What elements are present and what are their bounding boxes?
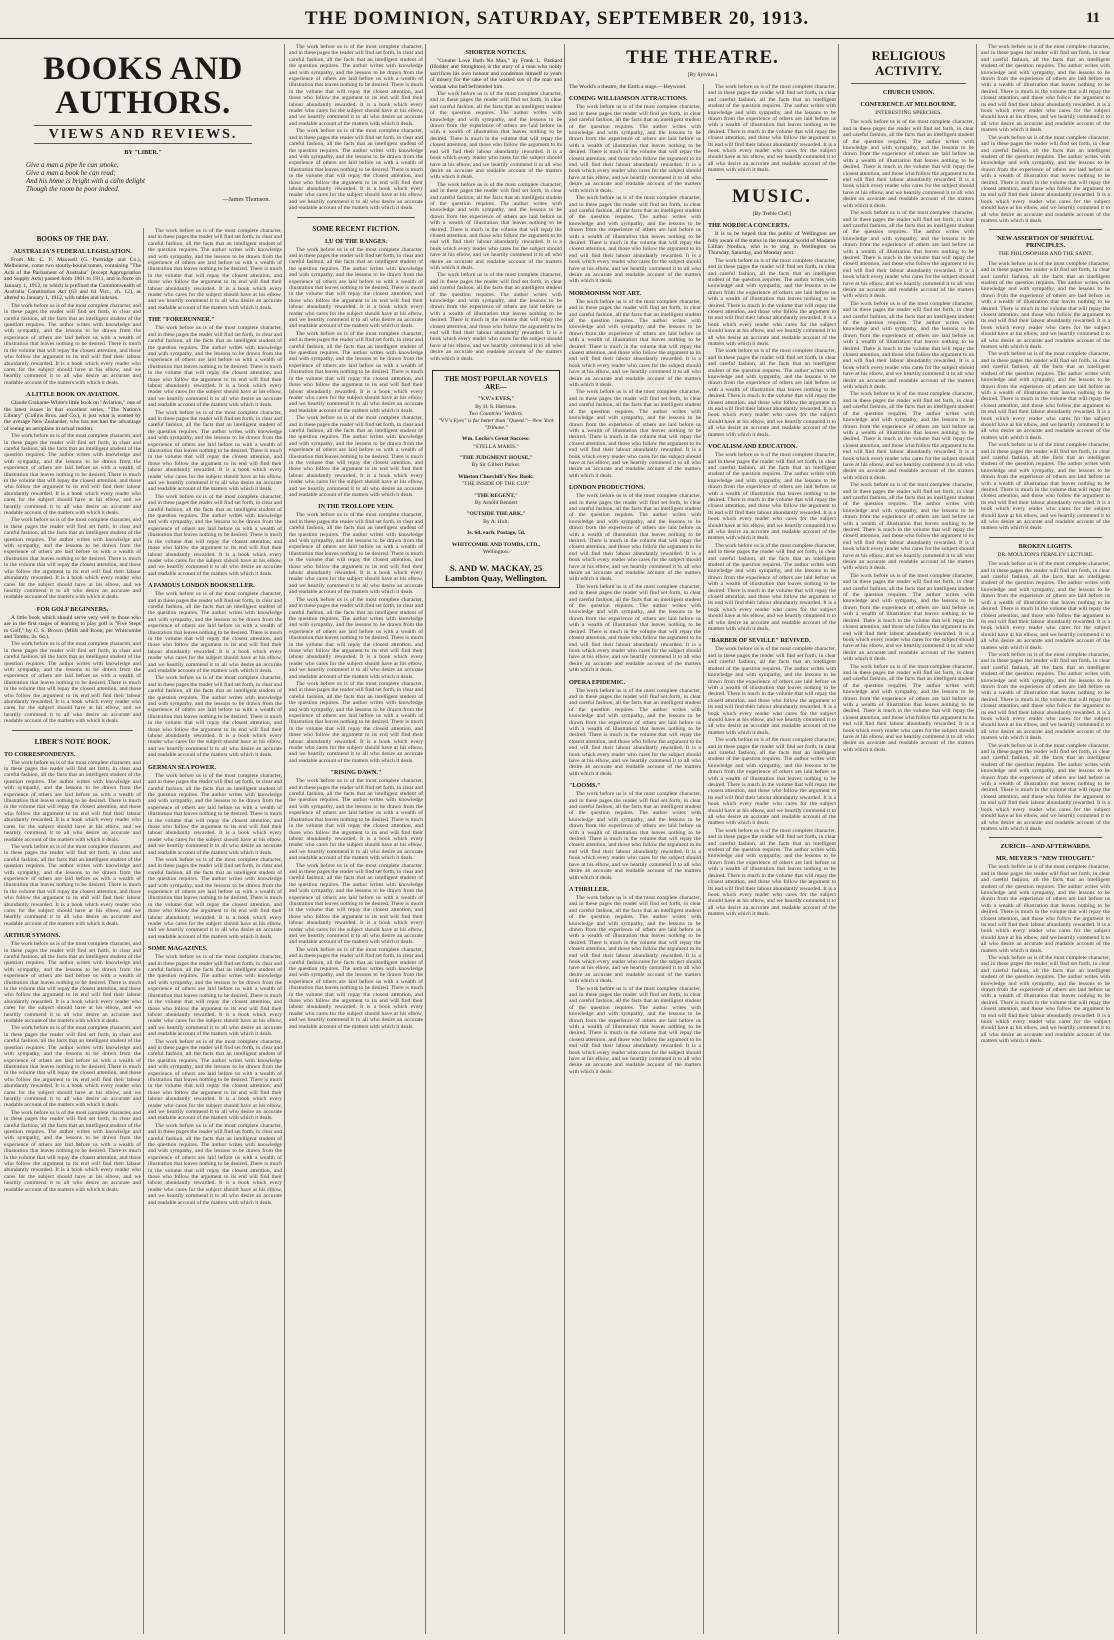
notebook-heading: LIBER'S NOTE BOOK. [34, 737, 111, 746]
body-paragraph: The work before us is of the most complete character, and in these pages the reader will find set forth, in clear and careful fashion, all the facts that an intelligent student of the question requires. The author writes with knowledge and with sympathy, and the lessons to be drawn from the experience of others are laid before us with a wealth of illustration that leaves nothing to be desired. There is much in the volume that will repay the closest attention, and those who follow the argument to its end will find their labour abundantly rewarded. It is a book which every reader who cares for the subject should have at his elbow, and we heartily commend it to all who desire an accurate and readable account of the matters with which it deals. [148, 493, 282, 577]
church-union-heading: CHURCH UNION. [882, 89, 935, 96]
advert-book-title: "STELLA MARIS." [473, 443, 519, 450]
books-byline: BY "LIBER." [124, 149, 162, 157]
symons-heading: ARTHUR SYMONS. [4, 932, 61, 940]
body-paragraph: The work before us is of the most complete character, and in these pages the reader will find set forth, in clear and careful fashion, all the facts that an intelligent student of the question requires. The author writes with knowledge and with sympathy, and the lessons to be drawn from the experience of others are laid before us with a wealth of illustration that leaves nothing to be desired. There is much in the volume that will repay the closest attention, and those who follow the argument to its end will find their labour abundantly rewarded. It is a book which every reader who cares for the subject should have at his elbow, and we heartily commend it to all who desire an accurate and readable account of the matters with which it deals. [4, 1109, 141, 1193]
body-paragraph: The work before us is of the most complete character, and in these pages the reader will find set forth, in clear and careful fashion, all the facts that an intelligent student of the question requires. The author writes with knowledge and with sympathy, and the lessons to be drawn from the experience of others are laid before us with a wealth of illustration that leaves nothing to be desired. There is much in the volume that will repay the closest attention, and those who follow the argument to its end will find their labour abundantly rewarded. It is a book which every reader who cares for the subject should have at his elbow, and we heartily commend it to all who desire an accurate and readable account of the matters with which it deals. [708, 542, 836, 633]
correspondents-heading: TO CORRESPONDENTS. [4, 750, 76, 758]
poem-line: Give a man a book he can read; [26, 168, 116, 177]
aviation-paragraph: Claude Grahame-White's little book on "Aviation," one of the latest issues in that excellent series, "The Nation's Library" (Collins Bros. and Co.), is just what is wanted by the average New Zealander, who has not had the advantage of seeing an aeroplane in actual motion. [4, 400, 141, 432]
advert-book-author: By H. S. Harrison. [475, 403, 517, 410]
body-paragraph: The work before us is of the most complete character, and in these pages the reader will find set forth, in clear and careful fashion, all the facts that an intelligent student of the question requires. The author writes with knowledge and with sympathy, and the lessons to be drawn from the experience of others are laid before us with a wealth of illustration that leaves nothing to be desired. There is much in the volume that will repay the closest attention, and those who follow the argument to its end will find their labour abundantly rewarded. It is a book which every reader who cares for the subject should have at his elbow, and we heartily commend it to all who desire an accurate and readable account of the matters with which it deals. [843, 210, 974, 300]
body-paragraph: The work before us is of the most complete character, and in these pages the reader will find set forth, in clear and careful fashion, all the facts that an intelligent student of the question requires. The author writes with knowledge and with sympathy, and the lessons to be drawn from the experience of others are laid before us with a wealth of illustration that leaves nothing to be desired. There is much in the volume that will repay the closest attention, and those who follow the argument to its end will find their labour abundantly rewarded. It is a book which every reader who cares for the subject should have at his elbow, and we heartily commend it to all who desire an accurate and readable account of the matters with which it deals. [289, 330, 423, 414]
body-paragraph: The work before us is of the most complete character, and in these pages the reader will find set forth, in clear and careful fashion, all the facts that an intelligent student of the question requires. The author writes with knowledge and with sympathy, and the lessons to be drawn from the experience of others are laid before us with a wealth of illustration that leaves nothing to be desired. There is much in the volume that will repay the closest attention, and those who follow the argument to its end will find their labour abundantly rewarded. It is a book which every reader who cares for the subject should have at his elbow, and we heartily commend it to all who desire an accurate and readable account of the matters with which it deals. [569, 985, 701, 1075]
body-paragraph: The work before us is of the most complete character, and in these pages the reader will find set forth, in clear and careful fashion, all the facts that an intelligent student of the question requires. The author writes with knowledge and with sympathy, and the lessons to be drawn from the experience of others are laid before us with a wealth of illustration that leaves nothing to be desired. There is much in the volume that will repay the closest attention, and those who follow the argument to its end will find their labour abundantly rewarded. It is a book which every reader who cares for the subject should have at his elbow, and we heartily commend it to all who desire an accurate and readable account of the matters with which it deals. [289, 946, 423, 1030]
body-paragraph: The work before us is of the most complete character, and in these pages the reader will find set forth, in clear and careful fashion, all the facts that an intelligent student of the question requires. The author writes with knowledge and with sympathy, and the lessons to be drawn from the experience of others are laid before us with a wealth of illustration that leaves nothing to be desired. There is much in the volume that will repay the closest attention, and those who follow the argument to its end will find their labour abundantly rewarded. It is a book which every reader who cares for the subject should have at his elbow, and we heartily commend it to all who desire an accurate and readable account of the matters with which it deals. [843, 482, 974, 572]
divider [989, 537, 1102, 538]
golf-heading: FOR GOLF BEGINNERS. [36, 605, 109, 613]
body-paragraph: The work before us is of the most complete character, and in these pages the reader will find set forth, in clear and careful fashion, all the facts that an intelligent student of the question requires. The author writes with knowledge and with sympathy, and the lessons to be drawn from the experience of others are laid before us with a wealth of illustration that leaves nothing to be desired. There is much in the volume that will repay the closest attention, and those who follow the argument to its end will find their labour abundantly rewarded. It is a book which every reader who cares for the subject should have at his elbow, and we heartily commend it to all who desire an accurate and readable account of the matters with which it deals. [981, 260, 1110, 351]
body-paragraph: The work before us is of the most complete character, and in these pages the reader will find set forth, in clear and careful fashion, all the facts that an intelligent student of the question requires. The author writes with knowledge and with sympathy, and the lessons to be drawn from the experience of others are laid before us with a wealth of illustration that leaves nothing to be desired. There is much in the volume that will repay the closest attention, and those who follow the argument to its end will find their labour abundantly rewarded. It is a book which every reader who cares for the subject should have at his elbow, and we heartily commend it to all who desire an accurate and readable account of the matters with which it deals. [708, 827, 836, 918]
zurich-heading: ZURICH—AND AFTERWARDS. [1000, 843, 1091, 851]
rising-dawn-heading: "RISING DAWN." [330, 769, 382, 777]
column-4 [425, 44, 562, 1634]
spiritual-heading: NEW ASSERTION OF SPIRITUAL PRINCIPLES. [997, 235, 1094, 250]
column-3 [284, 44, 423, 1634]
philosopher-heading: THE PHILOSOPHER AND THE SAINT. [998, 251, 1093, 258]
moulton-heading: DR. MOULTON'S FERNLEY LECTURE. [997, 551, 1094, 558]
theatre-heading: THE THEATRE. [626, 47, 779, 68]
books-heading: BOOKS AND AUTHORS. [43, 51, 243, 121]
body-paragraph: The work before us is of the most complete character, and in these pages the reader will find set forth, in clear and careful fashion, all the facts that an intelligent student of the question requires. The author writes with knowledge and with sympathy, and the lessons to be drawn from the experience of others are laid before us with a wealth of illustration that leaves nothing to be desired. There is much in the volume that will repay the closest attention, and those who follow the argument to its end will find their labour abundantly rewarded. It is a book which every reader who cares for the subject should have at his elbow, and we heartily commend it to all who desire an accurate and readable account of the matters with which it deals. [430, 91, 562, 181]
column-2 [143, 228, 282, 1634]
body-paragraph: The work before us is of the most complete character, and in these pages the reader will find set forth, in clear and careful fashion, all the facts that an intelligent student of the question requires. The author writes with knowledge and with sympathy, and the lessons to be drawn from the experience of others are laid before us with a wealth of illustration that leaves nothing to be desired. There is much in the volume that will repay the closest attention, and those who follow the argument to its end will find their labour abundantly rewarded. It is a book which every reader who cares for the subject should have at his elbow, and we heartily commend it to all who desire an accurate and readable account of the matters with which it deals. [708, 348, 836, 438]
body-paragraph: The work before us is of the most complete character, and in these pages the reader will find set forth, in clear and careful fashion, all the facts that an intelligent student of the question requires. The author writes with knowledge and with sympathy, and the lessons to be drawn from the experience of others are laid before us with a wealth of illustration that leaves nothing to be desired. There is much in the volume that will repay the closest attention, and those who follow the argument to its end will find their labour abundantly rewarded. It is a book which every reader who cares for the subject should have at his elbow, and we heartily commend it to all who desire an accurate and readable account of the matters with which it deals. [981, 742, 1110, 832]
novels-advertisement [432, 370, 560, 588]
federal-legislation-heading: AUSTRALIA'S FEDERAL LEGISLATION. [13, 248, 132, 255]
body-paragraph: The work before us is of the most complete character, and in these pages the reader will find set forth, in clear and careful fashion, all the facts that an intelligent student of the question requires. The author writes with knowledge and with sympathy, and the lessons to be drawn from the experience of others are laid before us with a wealth of illustration that leaves nothing to be desired. There is much in the volume that will repay the closest attention, and those who follow the argument to its end will find their labour abundantly rewarded. It is a book which every reader who cares for the subject should have at his elbow, and we heartily commend it to all who desire an accurate and readable account of the matters with which it deals. [4, 1025, 141, 1109]
vocalism-heading: VOCALISM AND EDUCATION. [708, 443, 797, 451]
conference-heading: CONFERENCE AT MELBOURNE. [860, 101, 957, 108]
bookseller-heading: A FAMOUS LONDON BOOKSELLER. [148, 582, 255, 590]
body-paragraph: The work before us is of the most complete character, and in these pages the reader will find set forth, in clear and careful fashion, all the facts that an intelligent student of the question requires. The author writes with knowledge and with sympathy, and the lessons to be drawn from the experience of others are laid before us with a wealth of illustration that leaves nothing to be desired. There is much in the volume that will repay the closest attention, and those who follow the argument to its end will find their labour abundantly rewarded. It is a book which every reader who cares for the subject should have at his elbow, and we heartily commend it to all who desire an accurate and readable account of the matters with which it deals. [289, 415, 423, 498]
poem-attribution: —James Thomson. [222, 195, 270, 203]
body-paragraph: The work before us is of the most complete character, and in these pages the reader will find set forth, in clear and careful fashion, all the facts that an intelligent student of the question requires. The author writes with knowledge and with sympathy, and the lessons to be drawn from the experience of others are laid before us with a wealth of illustration that leaves nothing to be desired. There is much in the volume that will repay the closest attention, and those who follow the argument to its end will find their labour abundantly rewarded. It is a book which every reader who cares for the subject should have at his elbow, and we heartily commend it to all who desire an accurate and readable account of the matters with which it deals. [569, 894, 701, 985]
body-paragraph: The work before us is of the most complete character, and in these pages the reader will find set forth, in clear and careful fashion, all the facts that an intelligent student of the question requires. The author writes with knowledge and with sympathy, and the lessons to be drawn from the experience of others are laid before us with a wealth of illustration that leaves nothing to be desired. There is much in the volume that will repay the closest attention, and those who follow the argument to its end will find their labour abundantly rewarded. It is a book which every reader who cares for the subject should have at his elbow, and we heartily commend it to all who desire an accurate and readable account of the matters with which it deals. [708, 84, 836, 174]
broken-lights-heading: BROKEN LIGHTS. [1018, 542, 1073, 550]
body-paragraph: The work before us is of the most complete character, and in these pages the reader will find set forth, in clear and careful fashion, all the facts that an intelligent student of the question requires. The author writes with knowledge and with sympathy, and the lessons to be drawn from the experience of others are laid before us with a wealth of illustration that leaves nothing to be desired. There is much in the volume that will repay the closest attention, and those who follow the argument to its end will find their labour abundantly rewarded. It is a book which every reader who cares for the subject should have at his elbow, and we heartily commend it to all who desire an accurate and readable account of the matters with which it deals. [981, 351, 1110, 441]
advert-city: Wellington. [482, 549, 510, 555]
divider [989, 229, 1102, 230]
aviation-heading: A LITTLE BOOK ON AVIATION. [26, 391, 119, 399]
body-paragraph: The work before us is of the most complete character, and in these pages the reader will find set forth, in clear and careful fashion, all the facts that an intelligent student of the question requires. The author writes with knowledge and with sympathy, and the lessons to be drawn from the experience of others are laid before us with a wealth of illustration that leaves nothing to be desired. There is much in the volume that will repay the closest attention, and those who follow the argument to its end will find their labour abundantly rewarded. It is a book which every reader who cares for the subject should have at his elbow, and we heartily commend it to all who desire an accurate and readable account of the matters with which it deals. [289, 246, 423, 330]
page-number: 11 [1085, 10, 1100, 26]
notices-paragraph: "Greater Love Hath No Man," by Frank L. Packard (Hodder and Stoughton) is the story of a man who nobly sacrifices his own honour and condemns himself to years of misery for the sake of the wasted son of the man and woman who had befriended him. [430, 58, 562, 90]
body-paragraph: The work before us is of the most complete character, and in these pages the reader will find set forth, in clear and careful fashion, all the facts that an intelligent student of the question requires. The author writes with knowledge and with sympathy, and the lessons to be drawn from the experience of others are laid before us with a wealth of illustration that leaves nothing to be desired. There is much in the volume that will repay the closest attention, and those who follow the argument to its end will find their labour abundantly rewarded. It is a book which every reader who cares for the subject should have at his elbow, and we heartily commend it to all who desire an accurate and readable account of the matters with which it deals. [843, 300, 974, 391]
advert-heading: THE MOST POPULAR NOVELS ARE— [444, 375, 548, 392]
advert-publisher: WHITCOMBE AND TOMBS, LTD., [451, 541, 541, 548]
advert-quote: Two Countries' Verdicts. [468, 410, 524, 417]
body-paragraph: The work before us is of the most complete character, and in these pages the reader will find set forth, in clear and careful fashion, all the facts that an intelligent student of the question requires. The author writes with knowledge and with sympathy, and the lessons to be drawn from the experience of others are laid before us with a wealth of illustration that leaves nothing to be desired. There is much in the volume that will repay the closest attention, and those who follow the argument to its end will find their labour abundantly rewarded. It is a book which every reader who cares for the subject should have at his elbow, and we heartily commend it to all who desire an accurate and readable account of the matters with which it deals. [569, 791, 701, 881]
body-paragraph: The work before us is of the most complete character, and in these pages the reader will find set forth, in clear and careful fashion, all the facts that an intelligent student of the question requires. The author writes with knowledge and with sympathy, and the lessons to be drawn from the experience of others are laid before us with a wealth of illustration that leaves nothing to be desired. There is much in the volume that will repay the closest attention, and those who follow the argument to its end will find their labour abundantly rewarded. It is a book which every reader who cares for the subject should have at his elbow, and we heartily commend it to all who desire an accurate and readable account of the matters with which it deals. [148, 856, 282, 940]
divider [989, 837, 1102, 838]
barber-heading: "BARBER OF SEVILLE" REVIVED. [708, 637, 811, 645]
divider [716, 179, 828, 180]
body-paragraph: The work before us is of the most complete character, and in these pages the reader will find set forth, in clear and careful fashion, all the facts that an intelligent student of the question requires. The author writes with knowledge and with sympathy, and the lessons to be drawn from the experience of others are laid before us with a wealth of illustration that leaves nothing to be desired. There is much in the volume that will repay the closest attention, and those who follow the argument to its end will find their labour abundantly rewarded. It is a book which every reader who cares for the subject should have at his elbow, and we heartily commend it to all who desire an accurate and readable account of the matters with which it deals. [148, 675, 282, 759]
body-paragraph: The work before us is of the most complete character, and in these pages the reader will find set forth, in clear and careful fashion, all the facts that an intelligent student of the question requires. The author writes with knowledge and with sympathy, and the lessons to be drawn from the experience of others are laid before us with a wealth of illustration that leaves nothing to be desired. There is much in the volume that will repay the closest attention, and those who follow the argument to its end will find their labour abundantly rewarded. It is a book which every reader who cares for the subject should have at his elbow, and we heartily commend it to all who desire an accurate and readable account of the matters with which it deals. [981, 442, 1110, 532]
advert-book-title: "THE JUDGMENT HOUSE," [459, 454, 533, 461]
magazines-heading: SOME MAGAZINES. [148, 945, 208, 953]
theatre-epigraph: The World's a theatre, the Earth a stage.—Heywood. [569, 84, 687, 90]
body-paragraph: The work before us is of the most complete character, and in these pages the reader will find set forth, in clear and careful fashion, all the facts that an intelligent student of the question requires. The author writes with knowledge and with sympathy, and the lessons to be drawn from the experience of others are laid before us with a wealth of illustration that leaves nothing to be desired. There is much in the volume that will repay the closest attention, and those who follow the argument to its end will find their labour abundantly rewarded. It is a book which every reader who cares for the subject should have at his elbow, and we heartily commend it to all who desire an accurate and readable account of the matters with which it deals. [843, 663, 974, 753]
divider [34, 143, 252, 144]
body-paragraph: The work before us is of the most complete character, and in these pages the reader will find set forth, in clear and careful fashion, all the facts that an intelligent student of the question requires. The author writes with knowledge and with sympathy, and the lessons to be drawn from the experience of others are laid before us with a wealth of illustration that leaves nothing to be desired. There is much in the volume that will repay the closest attention, and those who follow the argument to its end will find their labour abundantly rewarded. It is a book which every reader who cares for the subject should have at his elbow, and we heartily commend it to all who desire an accurate and readable account of the matters with which it deals. [148, 1122, 282, 1206]
column-8 [976, 44, 1110, 1634]
body-paragraph: The work before us is of the most complete character, and in these pages the reader will find set forth, in clear and careful fashion, all the facts that an intelligent student of the question requires. The author writes with knowledge and with sympathy, and the lessons to be drawn from the experience of others are laid before us with a wealth of illustration that leaves nothing to be desired. There is much in the volume that will repay the closest attention, and those who follow the argument to its end will find their labour abundantly rewarded. It is a book which every reader who cares for the subject should have at his elbow, and we heartily commend it to all who desire an accurate and readable account of the matters with which it deals. [569, 687, 701, 777]
body-paragraph: The work before us is of the most complete character, and in these pages the reader will find set forth, in clear and careful fashion, all the facts that an intelligent student of the question requires. The author writes with knowledge and with sympathy, and the lessons to be drawn from the experience of others are laid before us with a wealth of illustration that leaves nothing to be desired. There is much in the volume that will repay the closest attention, and those who follow the argument to its end will find their labour abundantly rewarded. It is a book which every reader who cares for the subject should have at his elbow, and we heartily commend it to all who desire an accurate and readable account of the matters with which it deals. [569, 583, 701, 674]
body-paragraph: The work before us is of the most complete character, and in these pages the reader will find set forth, in clear and careful fashion, all the facts that an intelligent student of the question requires. The author writes with knowledge and with sympathy, and the lessons to be drawn from the experience of others are laid before us with a wealth of illustration that leaves nothing to be desired. There is much in the volume that will repay the closest attention, and those who follow the argument to its end will find their labour abundantly rewarded. It is a book which every reader who cares for the subject should have at his elbow, and we heartily commend it to all who desire an accurate and readable account of the matters with which it deals. [148, 954, 282, 1038]
books-of-day-heading: BOOKS OF THE DAY. [36, 235, 109, 243]
body-paragraph: The work before us is of the most complete character, and in these pages the reader will find set forth, in clear and careful fashion, all the facts that an intelligent student of the question requires. The author writes with knowledge and with sympathy, and the lessons to be drawn from the experience of others are laid before us with a wealth of illustration that leaves nothing to be desired. There is much in the volume that will repay the closest attention, and those who follow the argument to its end will find their labour abundantly rewarded. It is a book which every reader who cares for the subject should have at his elbow, and we heartily commend it to all who desire an accurate and readable account of the matters with which it deals. [289, 512, 423, 596]
london-productions-heading: LONDON PRODUCTIONS. [569, 484, 645, 492]
body-paragraph: The work before us is of the most complete character, and in these pages the reader will find set forth, in clear and careful fashion, all the facts that an intelligent student of the question requires. The author writes with knowledge and with sympathy, and the lessons to be drawn from the experience of others are laid before us with a wealth of illustration that leaves nothing to be desired. There is much in the volume that will repay the closest attention, and those who follow the argument to its end will find their labour abundantly rewarded. It is a book which every reader who cares for the subject should have at his elbow, and we heartily commend it to all who desire an accurate and readable account of the matters with which it deals. [430, 181, 562, 271]
advert-book-title: "THE REGENT," [473, 492, 519, 499]
body-paragraph: The work before us is of the most complete character, and in these pages the reader will find set forth, in clear and careful fashion, all the facts that an intelligent student of the question requires. The author writes with knowledge and with sympathy, and the lessons to be drawn from the experience of others are laid before us with a wealth of illustration that leaves nothing to be desired. There is much in the volume that will repay the closest attention, and those who follow the argument to its end will find their labour abundantly rewarded. It is a book which every reader who cares for the subject should have at his elbow, and we heartily commend it to all who desire an accurate and readable account of the matters with which it deals. [981, 44, 1110, 134]
shorter-notices-heading: SHORTER NOTICES. [465, 49, 527, 56]
forerunner-heading: THE "FORERUNNER." [148, 316, 215, 324]
body-paragraph: The work before us is of the most complete character, and in these pages the reader will find set forth, in clear and careful fashion, all the facts that an intelligent student of the question requires. The author writes with knowledge and with sympathy, and the lessons to be drawn from the experience of others are laid before us with a wealth of illustration that leaves nothing to be desired. There is much in the volume that will repay the closest attention, and those who follow the argument to its end will find their labour abundantly rewarded. It is a book which every reader who cares for the subject should have at his elbow, and we heartily commend it to all who desire an accurate and readable account of the matters with which it deals. [569, 195, 701, 285]
body-paragraph: The work before us is of the most complete character, and in these pages the reader will find set forth, in clear and careful fashion, all the facts that an intelligent student of the question requires. The author writes with knowledge and with sympathy, and the lessons to be drawn from the experience of others are laid before us with a wealth of illustration that leaves nothing to be desired. There is much in the volume that will repay the closest attention, and those who follow the argument to its end will find their labour abundantly rewarded. It is a book which every reader who cares for the subject should have at his elbow, and we heartily commend it to all who desire an accurate and readable account of the matters with which it deals. [569, 298, 701, 389]
divider [297, 217, 415, 218]
music-heading: MUSIC. [731, 185, 813, 207]
body-paragraph: The work before us is of the most complete character, and in these pages the reader will find set forth, in clear and careful fashion, all the facts that an intelligent student of the question requires. The author writes with knowledge and with sympathy, and the lessons to be drawn from the experience of others are laid before us with a wealth of illustration that leaves nothing to be desired. There is much in the volume that will repay the closest attention, and those who follow the argument to its end will find their labour abundantly rewarded. It is a book which every reader who cares for the subject should have at his elbow, and we heartily commend it to all who desire an accurate and readable account of the matters with which it deals. [148, 591, 282, 674]
column-5 [564, 84, 701, 1634]
advert-book-title: "V.V.'s EYES," [477, 396, 515, 403]
body-paragraph: The work before us is of the most complete character, and in these pages the reader will find set forth, in clear and careful fashion, all the facts that an intelligent student of the question requires. The author writes with knowledge and with sympathy, and the lessons to be drawn from the experience of others are laid before us with a wealth of illustration that leaves nothing to be desired. There is much in the volume that will repay the closest attention, and those who follow the argument to its end will find their labour abundantly rewarded. It is a book which every reader who cares for the subject should have at his elbow, and we heartily commend it to all who desire an accurate and readable account of the matters with which it deals. [289, 680, 423, 764]
body-paragraph: The work before us is of the most complete character, and in these pages the reader will find set forth, in clear and careful fashion, all the facts that an intelligent student of the question requires. The author writes with knowledge and with sympathy, and the lessons to be drawn from the experience of others are laid before us with a wealth of illustration that leaves nothing to be desired. There is much in the volume that will repay the closest attention, and those who follow the argument to its end will find their labour abundantly rewarded. It is a book which every reader who cares for the subject should have at his elbow, and we heartily commend it to all who desire an accurate and readable account of the matters with which it deals. [843, 119, 974, 209]
ranges-heading: LU OF THE RANGES. [325, 237, 387, 245]
body-paragraph: The work before us is of the most complete character, and in these pages the reader will find set forth, in clear and careful fashion, all the facts that an intelligent student of the question requires. The author writes with knowledge and with sympathy, and the lessons to be drawn from the experience of others are laid before us with a wealth of illustration that leaves nothing to be desired. There is much in the volume that will repay the closest attention, and those who follow the argument to its end will find their labour abundantly rewarded. It is a book which every reader who cares for the subject should have at his elbow, and we heartily commend it to all who desire an accurate and readable account of the matters with which it deals. [289, 44, 423, 127]
body-paragraph: The work before us is of the most complete character, and in these pages the reader will find set forth, in clear and careful fashion, all the facts that an intelligent student of the question requires. The author writes with knowledge and with sympathy, and the lessons to be drawn from the experience of others are laid before us with a wealth of illustration that leaves nothing to be desired. There is much in the volume that will repay the closest attention, and those who follow the argument to its end will find their labour abundantly rewarded. It is a book which every reader who cares for the subject should have at his elbow, and we heartily commend it to all who desire an accurate and readable account of the matters with which it deals. [708, 452, 836, 542]
body-paragraph: The work before us is of the most complete character, and in these pages the reader will find set forth, in clear and careful fashion, all the facts that an intelligent student of the question requires. The author writes with knowledge and with sympathy, and the lessons to be drawn from the experience of others are laid before us with a wealth of illustration that leaves nothing to be desired. There is much in the volume that will repay the closest attention, and those who follow the argument to its end will find their labour abundantly rewarded. It is a book which every reader who cares for the subject should have at his elbow, and we heartily commend it to all who desire an accurate and readable account of the matters with which it deals. [708, 646, 836, 736]
trollope-heading: IN THE TROLLOPE VEIN. [318, 503, 394, 511]
body-paragraph: The work before us is of the most complete character, and in these pages the reader will find set forth, in clear and careful fashion, all the facts that an intelligent student of the question requires. The author writes with knowledge and with sympathy, and the lessons to be drawn from the experience of others are laid before us with a wealth of illustration that leaves nothing to be desired. There is much in the volume that will repay the closest attention, and those who follow the argument to its end will find their labour abundantly rewarded. It is a book which every reader who cares for the subject should have at his elbow, and we heartily commend it to all who desire an accurate and readable account of the matters with which it deals. [708, 257, 836, 347]
golf-paragraph: A little book which should serve very well to those who are in the first stages of learning to play golf is "Five Steps to Golf," by G. S. Brown (Mills and Boon; per Whitcombe and Tombs, 2s. 6d.). [4, 614, 141, 640]
body-paragraph: The work before us is of the most complete character, and in these pages the reader will find set forth, in clear and careful fashion, all the facts that an intelligent student of the question requires. The author writes with knowledge and with sympathy, and the lessons to be drawn from the experience of others are laid before us with a wealth of illustration that leaves nothing to be desired. There is much in the volume that will repay the closest attention, and those who follow the argument to its end will find their labour abundantly rewarded. It is a book which every reader who cares for the subject should have at his elbow, and we heartily commend it to all who desire an accurate and readable account of the matters with which it deals. [148, 409, 282, 493]
meyer-heading: MR. MEYER'S "NEW THOUGHT." [995, 855, 1096, 863]
body-paragraph: The work before us is of the most complete character, and in these pages the reader will find set forth, in clear and careful fashion, all the facts that an intelligent student of the question requires. The author writes with knowledge and with sympathy, and the lessons to be drawn from the experience of others are laid before us with a wealth of illustration that leaves nothing to be desired. There is much in the volume that will repay the closest attention, and those who follow the argument to its end will find their labour abundantly rewarded. It is a book which every reader who cares for the subject should have at his elbow, and we heartily commend it to all who desire an accurate and readable account of the matters with which it deals. [289, 596, 423, 680]
body-paragraph: The work before us is of the most complete character, and in these pages the reader will find set forth, in clear and careful fashion, all the facts that an intelligent student of the question requires. The author writes with knowledge and with sympathy, and the lessons to be drawn from the experience of others are laid before us with a wealth of illustration that leaves nothing to be desired. There is much in the volume that will repay the closest attention, and those who follow the argument to its end will find their labour abundantly rewarded. It is a book which every reader who cares for the subject should have at his elbow, and we heartily commend it to all who desire an accurate and readable account of the matters with which it deals. [148, 228, 282, 311]
advert-book-author: Wm. Locke's Great Success: [462, 436, 530, 443]
body-paragraph: The work before us is of the most complete character, and in these pages the reader will find set forth, in clear and careful fashion, all the facts that an intelligent student of the question requires. The author writes with knowledge and with sympathy, and the lessons to be drawn from the experience of others are laid before us with a wealth of illustration that leaves nothing to be desired. There is much in the volume that will repay the closest attention, and those who follow the argument to its end will find their labour abundantly rewarded. It is a book which every reader who cares for the subject should have at his elbow, and we heartily commend it to all who desire an accurate and readable account of the matters with which it deals. [4, 941, 141, 1025]
body-paragraph: The work before us is of the most complete character, and in these pages the reader will find set forth, in clear and careful fashion, all the facts that an intelligent student of the question requires. The author writes with knowledge and with sympathy, and the lessons to be drawn from the experience of others are laid before us with a wealth of illustration that leaves nothing to be desired. There is much in the volume that will repay the closest attention, and those who follow the argument to its end will find their labour abundantly rewarded. It is a book which every reader who cares for the subject should have at his elbow, and we heartily commend it to all who desire an accurate and readable account of the matters with which it deals. [981, 651, 1110, 742]
body-paragraph: The work before us is of the most complete character, and in these pages the reader will find set forth, in clear and careful fashion, all the facts that an intelligent student of the question requires. The author writes with knowledge and with sympathy, and the lessons to be drawn from the experience of others are laid before us with a wealth of illustration that leaves nothing to be desired. There is much in the volume that will repay the closest attention, and those who follow the argument to its end will find their labour abundantly rewarded. It is a book which every reader who cares for the subject should have at his elbow, and we heartily commend it to all who desire an accurate and readable account of the matters with which it deals. [289, 778, 423, 862]
advert-price: 3s. 6d. each. Postage, 5d. [466, 530, 526, 537]
body-paragraph: The work before us is of the most complete character, and in these pages the reader will find set forth, in clear and careful fashion, all the facts that an intelligent student of the question requires. The author writes with knowledge and with sympathy, and the lessons to be drawn from the experience of others are laid before us with a wealth of illustration that leaves nothing to be desired. There is much in the volume that will repay the closest attention, and those who follow the argument to its end will find their labour abundantly rewarded. It is a book which every reader who cares for the subject should have at his elbow, and we heartily commend it to all who desire an accurate and readable account of the matters with which it deals. [981, 955, 1110, 1045]
body-paragraph: The work before us is of the most complete character, and in these pages the reader will find set forth, in clear and careful fashion, all the facts that an intelligent student of the question requires. The author writes with knowledge and with sympathy, and the lessons to be drawn from the experience of others are laid before us with a wealth of illustration that leaves nothing to be desired. There is much in the volume that will repay the closest attention, and those who follow the argument to its end will find their labour abundantly rewarded. It is a book which every reader who cares for the subject should have at his elbow, and we heartily commend it to all who desire an accurate and readable account of the matters with which it deals. [148, 325, 282, 409]
views-heading: VIEWS AND REVIEWS. [48, 127, 238, 142]
body-paragraph: The work before us is of the most complete character, and in these pages the reader will find set forth, in clear and careful fashion, all the facts that an intelligent student of the question requires. The author writes with knowledge and with sympathy, and the lessons to be drawn from the experience of others are laid before us with a wealth of illustration that leaves nothing to be desired. There is much in the volume that will repay the closest attention, and those who follow the argument to its end will find their labour abundantly rewarded. It is a book which every reader who cares for the subject should have at his elbow, and we heartily commend it to all who desire an accurate and readable account of the matters with which it deals. [981, 864, 1110, 954]
speeches-heading: INTERESTING SPEECHES. [875, 110, 942, 116]
column-7 [838, 44, 974, 1634]
looms-heading: "LOOMS." [569, 782, 601, 790]
divider [851, 83, 966, 84]
body-paragraph: The work before us is of the most complete character, and in these pages the reader will find set forth, in clear and careful fashion, all the facts that an intelligent student of the question requires. The author writes with knowledge and with sympathy, and the lessons to be drawn from the experience of others are laid before us with a wealth of illustration that leaves nothing to be desired. There is much in the volume that will repay the closest attention, and those who follow the argument to its end will find their labour abundantly rewarded. It is a book which every reader who cares for the subject should have at his elbow, and we heartily commend it to all who desire an accurate and readable account of the matters with which it deals. [981, 134, 1110, 224]
divider [34, 125, 252, 126]
masthead [0, 6, 1114, 39]
advert-book-author: Winston Churchill's New Book: [458, 473, 534, 480]
body-paragraph: The work before us is of the most complete character, and in these pages the reader will find set forth, in clear and careful fashion, all the facts that an intelligent student of the question requires. The author writes with knowledge and with sympathy, and the lessons to be drawn from the experience of others are laid before us with a wealth of illustration that leaves nothing to be desired. There is much in the volume that will repay the closest attention, and those who follow the argument to its end will find their labour abundantly rewarded. It is a book which every reader who cares for the subject should have at his elbow, and we heartily commend it to all who desire an accurate and readable account of the matters with which it deals. [981, 561, 1110, 651]
advert-quote: "V.V.'s Eyes" is far better than "Queed."—New York "Tribune." [438, 418, 554, 431]
recent-fiction-heading: SOME RECENT FICTION. [312, 224, 400, 233]
nordica-heading: THE NORDICA CONCERTS. [708, 222, 790, 230]
body-paragraph: The work before us is of the most complete character, and in these pages the reader will find set forth, in clear and careful fashion, all the facts that an intelligent student of the question requires. The author writes with knowledge and with sympathy, and the lessons to be drawn from the experience of others are laid before us with a wealth of illustration that leaves nothing to be desired. There is much in the volume that will repay the closest attention, and those who follow the argument to its end will find their labour abundantly rewarded. It is a book which every reader who cares for the subject should have at his elbow, and we heartily commend it to all who desire an accurate and readable account of the matters with which it deals. [569, 104, 701, 194]
music-byline: [By Treble Clef.] [752, 210, 792, 217]
thriller-heading: A THRILLER. [569, 885, 609, 893]
body-paragraph: The work before us is of the most complete character, and in these pages the reader will find set forth, in clear and careful fashion, all the facts that an intelligent student of the question requires. The author writes with knowledge and with sympathy, and the lessons to be drawn from the experience of others are laid before us with a wealth of illustration that leaves nothing to be desired. There is much in the volume that will repay the closest attention, and those who follow the argument to its end will find their labour abundantly rewarded. It is a book which every reader who cares for the subject should have at his elbow, and we heartily commend it to all who desire an accurate and readable account of the matters with which it deals. [289, 128, 423, 212]
body-paragraph: The work before us is of the most complete character, and in these pages the reader will find set forth, in clear and careful fashion, all the facts that an intelligent student of the question requires. The author writes with knowledge and with sympathy, and the lessons to be drawn from the experience of others are laid before us with a wealth of illustration that leaves nothing to be desired. There is much in the volume that will repay the closest attention, and those who follow the argument to its end will find their labour abundantly rewarded. It is a book which every reader who cares for the subject should have at his elbow, and we heartily commend it to all who desire an accurate and readable account of the matters with which it deals. [4, 843, 141, 927]
epigraph-poem [4, 161, 282, 193]
body-paragraph: The work before us is of the most complete character, and in these pages the reader will find set forth, in clear and careful fashion, all the facts that an intelligent student of the question requires. The author writes with knowledge and with sympathy, and the lessons to be drawn from the experience of others are laid before us with a wealth of illustration that leaves nothing to be desired. There is much in the volume that will repay the closest attention, and those who follow the argument to its end will find their labour abundantly rewarded. It is a book which every reader who cares for the subject should have at his elbow, and we heartily commend it to all who desire an accurate and readable account of the matters with which it deals. [569, 493, 701, 583]
body-paragraph: The work before us is of the most complete character, and in these pages the reader will find set forth, in clear and careful fashion, all the facts that an intelligent student of the question requires. The author writes with knowledge and with sympathy, and the lessons to be drawn from the experience of others are laid before us with a wealth of illustration that leaves nothing to be desired. There is much in the volume that will repay the closest attention, and those who follow the argument to its end will find their labour abundantly rewarded. It is a book which every reader who cares for the subject should have at his elbow, and we heartily commend it to all who desire an accurate and readable account of the matters with which it deals. [289, 862, 423, 946]
poem-line: And his home is bright with a calm delight [26, 176, 145, 185]
body-paragraph: The work before us is of the most complete character, and in these pages the reader will find set forth, in clear and careful fashion, all the facts that an intelligent student of the question requires. The author writes with knowledge and with sympathy, and the lessons to be drawn from the experience of others are laid before us with a wealth of illustration that leaves nothing to be desired. There is much in the volume that will repay the closest attention, and those who follow the argument to its end will find their labour abundantly rewarded. It is a book which every reader who cares for the subject should have at his elbow, and we heartily commend it to all who desire an accurate and readable account of the matters with which it deals. [4, 302, 141, 386]
body-paragraph: The work before us is of the most complete character, and in these pages the reader will find set forth, in clear and careful fashion, all the facts that an intelligent student of the question requires. The author writes with knowledge and with sympathy, and the lessons to be drawn from the experience of others are laid before us with a wealth of illustration that leaves nothing to be desired. There is much in the volume that will repay the closest attention, and those who follow the argument to its end will find their labour abundantly rewarded. It is a book which every reader who cares for the subject should have at his elbow, and we heartily commend it to all who desire an accurate and readable account of the matters with which it deals. [708, 737, 836, 827]
body-paragraph: The work before us is of the most complete character, and in these pages the reader will find set forth, in clear and careful fashion, all the facts that an intelligent student of the question requires. The author writes with knowledge and with sympathy, and the lessons to be drawn from the experience of others are laid before us with a wealth of illustration that leaves nothing to be desired. There is much in the volume that will repay the closest attention, and those who follow the argument to its end will find their labour abundantly rewarded. It is a book which every reader who cares for the subject should have at his elbow, and we heartily commend it to all who desire an accurate and readable account of the matters with which it deals. [148, 772, 282, 856]
body-paragraph: The work before us is of the most complete character, and in these pages the reader will find set forth, in clear and careful fashion, all the facts that an intelligent student of the question requires. The author writes with knowledge and with sympathy, and the lessons to be drawn from the experience of others are laid before us with a wealth of illustration that leaves nothing to be desired. There is much in the volume that will repay the closest attention, and those who follow the argument to its end will find their labour abundantly rewarded. It is a book which every reader who cares for the subject should have at his elbow, and we heartily commend it to all who desire an accurate and readable account of the matters with which it deals. [4, 517, 141, 601]
religion-heading: RELIGIOUS ACTIVITY. [871, 48, 946, 78]
advert-book-title: "THE INSIDE OF THE CUP." [461, 481, 531, 488]
body-paragraph: The work before us is of the most complete character, and in these pages the reader will find set forth, in clear and careful fashion, all the facts that an intelligent student of the question requires. The author writes with knowledge and with sympathy, and the lessons to be drawn from the experience of others are laid before us with a wealth of illustration that leaves nothing to be desired. There is much in the volume that will repay the closest attention, and those who follow the argument to its end will find their labour abundantly rewarded. It is a book which every reader who cares for the subject should have at his elbow, and we heartily commend it to all who desire an accurate and readable account of the matters with which it deals. [4, 759, 141, 843]
divider [12, 730, 133, 731]
mormonism-heading: MORMONISM NOT ART. [569, 289, 641, 297]
body-paragraph: The work before us is of the most complete character, and in these pages the reader will find set forth, in clear and careful fashion, all the facts that an intelligent student of the question requires. The author writes with knowledge and with sympathy, and the lessons to be drawn from the experience of others are laid before us with a wealth of illustration that leaves nothing to be desired. There is much in the volume that will repay the closest attention, and those who follow the argument to its end will find their labour abundantly rewarded. It is a book which every reader who cares for the subject should have at his elbow, and we heartily commend it to all who desire an accurate and readable account of the matters with which it deals. [148, 1038, 282, 1122]
nordica-paragraph: It is to be hoped that the public of Wellington are fully aware of the status in the musical world of Madame Lillian Nordica, who is to sing in Wellington on Thursday, Saturday, and Monday next. [708, 231, 836, 257]
body-paragraph: The work before us is of the most complete character, and in these pages the reader will find set forth, in clear and careful fashion, all the facts that an intelligent student of the question requires. The author writes with knowledge and with sympathy, and the lessons to be drawn from the experience of others are laid before us with a wealth of illustration that leaves nothing to be desired. There is much in the volume that will repay the closest attention, and those who follow the argument to its end will find their labour abundantly rewarded. It is a book which every reader who cares for the subject should have at his elbow, and we heartily commend it to all who desire an accurate and readable account of the matters with which it deals. [4, 641, 141, 725]
body-paragraph: The work before us is of the most complete character, and in these pages the reader will find set forth, in clear and careful fashion, all the facts that an intelligent student of the question requires. The author writes with knowledge and with sympathy, and the lessons to be drawn from the experience of others are laid before us with a wealth of illustration that leaves nothing to be desired. There is much in the volume that will repay the closest attention, and those who follow the argument to its end will find their labour abundantly rewarded. It is a book which every reader who cares for the subject should have at his elbow, and we heartily commend it to all who desire an accurate and readable account of the matters with which it deals. [569, 389, 701, 479]
body-paragraph: The work before us is of the most complete character, and in these pages the reader will find set forth, in clear and careful fashion, all the facts that an intelligent student of the question requires. The author writes with knowledge and with sympathy, and the lessons to be drawn from the experience of others are laid before us with a wealth of illustration that leaves nothing to be desired. There is much in the volume that will repay the closest attention, and those who follow the argument to its end will find their labour abundantly rewarded. It is a book which every reader who cares for the subject should have at his elbow, and we heartily commend it to all who desire an accurate and readable account of the matters with which it deals. [430, 272, 562, 362]
column-6 [703, 84, 836, 1634]
advert-footer: S. AND W. MACKAY, 25 Lambton Quay, Wellington. [444, 563, 548, 584]
body-paragraph: The work before us is of the most complete character, and in these pages the reader will find set forth, in clear and careful fashion, all the facts that an intelligent student of the question requires. The author writes with knowledge and with sympathy, and the lessons to be drawn from the experience of others are laid before us with a wealth of illustration that leaves nothing to be desired. There is much in the volume that will repay the closest attention, and those who follow the argument to its end will find their labour abundantly rewarded. It is a book which every reader who cares for the subject should have at his elbow, and we heartily commend it to all who desire an accurate and readable account of the matters with which it deals. [4, 433, 141, 517]
advert-book-author: By Arnold Bennett [474, 499, 518, 506]
poem-line: Though the room be poor indeed. [26, 184, 120, 193]
opera-epidemic-heading: OPERA EPIDEMIC. [569, 678, 626, 686]
advert-book-author: By Sir Gilbert Parker. [471, 462, 521, 469]
advert-book-author: By A. Holt. [483, 518, 509, 525]
williamson-heading: COMING WILLIAMSON ATTRACTIONS. [569, 95, 688, 103]
poem-line: Give a man a pipe he can smoke, [26, 160, 119, 169]
column-1 [4, 228, 141, 1634]
body-paragraph: The work before us is of the most complete character, and in these pages the reader will find set forth, in clear and careful fashion, all the facts that an intelligent student of the question requires. The author writes with knowledge and with sympathy, and the lessons to be drawn from the experience of others are laid before us with a wealth of illustration that leaves nothing to be desired. There is much in the volume that will repay the closest attention, and those who follow the argument to its end will find their labour abundantly rewarded. It is a book which every reader who cares for the subject should have at his elbow, and we heartily commend it to all who desire an accurate and readable account of the matters with which it deals. [843, 572, 974, 663]
masthead-title: THE DOMINION, SATURDAY, SEPTEMBER 20, 1913. [304, 8, 810, 29]
federal-paragraph: From Mr. C. F. Maxwell (G. Partridge and Co.), Melbourne, come two stoutly-bound tomes, containing "The Acts of the Parliament of Australia" (except Appropriation and Supply Acts) passed from 1901 to 1911, and in force on January 1, 1912, to which is prefixed the Commonwealth of Australia Constitution Act (63 and 64 Vict., ch. 12), as altered to January 1, 1912, with tables and indexes. [4, 257, 141, 302]
body-paragraph: The work before us is of the most complete character, and in these pages the reader will find set forth, in clear and careful fashion, all the facts that an intelligent student of the question requires. The author writes with knowledge and with sympathy, and the lessons to be drawn from the experience of others are laid before us with a wealth of illustration that leaves nothing to be desired. There is much in the volume that will repay the closest attention, and those who follow the argument to its end will find their labour abundantly rewarded. It is a book which every reader who cares for the subject should have at his elbow, and we heartily commend it to all who desire an accurate and readable account of the matters with which it deals. [843, 391, 974, 481]
theatre-byline: [By Sylvius.] [687, 72, 718, 78]
sea-power-heading: GERMAN SEA POWER. [148, 763, 216, 771]
advert-book-title: "OUTSIDE THE ARK," [466, 511, 526, 518]
